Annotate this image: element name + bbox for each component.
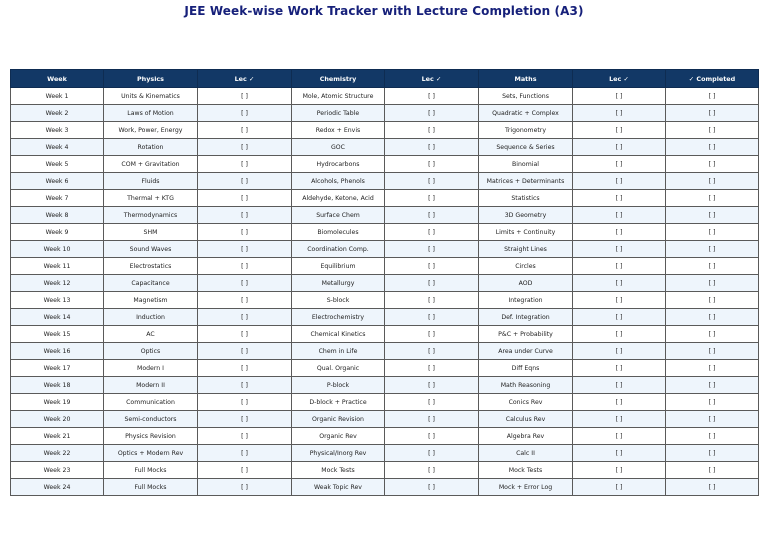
completed-checkbox[interactable]: [ ] (666, 292, 759, 309)
completed-header: ✓ Completed (666, 70, 759, 88)
chemistry-topic-cell: Biomolecules (292, 224, 385, 241)
maths-lec-checkbox[interactable]: [ ] (573, 326, 666, 343)
maths-topic-cell: Integration (479, 292, 573, 309)
completed-checkbox[interactable]: [ ] (666, 224, 759, 241)
maths-lec-header: Lec ✓ (573, 70, 666, 88)
physics-topic-cell: Physics Revision (104, 428, 198, 445)
completed-checkbox[interactable]: [ ] (666, 156, 759, 173)
chemistry-topic-cell: Alcohols, Phenols (292, 173, 385, 190)
completed-checkbox[interactable]: [ ] (666, 258, 759, 275)
chemistry-lec-checkbox[interactable]: [ ] (385, 207, 479, 224)
physics-lec-checkbox[interactable]: [ ] (198, 360, 292, 377)
completed-checkbox[interactable]: [ ] (666, 139, 759, 156)
chemistry-lec-checkbox[interactable]: [ ] (385, 275, 479, 292)
completed-checkbox[interactable]: [ ] (666, 326, 759, 343)
chemistry-lec-checkbox[interactable]: [ ] (385, 258, 479, 275)
physics-topic-cell: Optics (104, 343, 198, 360)
physics-topic-cell: COM + Gravitation (104, 156, 198, 173)
table-row (11, 122, 759, 139)
maths-lec-checkbox[interactable]: [ ] (573, 258, 666, 275)
physics-topic-cell: Electrostatics (104, 258, 198, 275)
chemistry-lec-checkbox[interactable]: [ ] (385, 292, 479, 309)
chemistry-lec-checkbox[interactable]: [ ] (385, 309, 479, 326)
week-cell: Week 21 (11, 428, 104, 445)
table-row (11, 309, 759, 326)
maths-topic-cell: Def. Integration (479, 309, 573, 326)
maths-lec-checkbox[interactable]: [ ] (573, 292, 666, 309)
physics-lec-checkbox[interactable]: [ ] (198, 343, 292, 360)
chemistry-lec-checkbox[interactable]: [ ] (385, 360, 479, 377)
week-cell: Week 5 (11, 156, 104, 173)
chemistry-lec-checkbox[interactable]: [ ] (385, 479, 479, 496)
completed-checkbox[interactable]: [ ] (666, 394, 759, 411)
table-row (11, 190, 759, 207)
chemistry-header: Chemistry (292, 70, 385, 88)
chemistry-lec-checkbox[interactable]: [ ] (385, 343, 479, 360)
physics-lec-checkbox[interactable]: [ ] (198, 207, 292, 224)
maths-lec-checkbox[interactable]: [ ] (573, 445, 666, 462)
table-row (11, 479, 759, 496)
table-row (11, 428, 759, 445)
chemistry-topic-cell: Hydrocarbons (292, 156, 385, 173)
completed-checkbox[interactable]: [ ] (666, 122, 759, 139)
table-row (11, 139, 759, 156)
physics-topic-cell: Modern I (104, 360, 198, 377)
maths-lec-checkbox[interactable]: [ ] (573, 88, 666, 105)
physics-lec-checkbox[interactable]: [ ] (198, 326, 292, 343)
physics-lec-checkbox[interactable]: [ ] (198, 309, 292, 326)
maths-topic-cell: P&C + Probability (479, 326, 573, 343)
completed-checkbox[interactable]: [ ] (666, 360, 759, 377)
week-cell: Week 13 (11, 292, 104, 309)
completed-checkbox[interactable]: [ ] (666, 241, 759, 258)
physics-lec-checkbox[interactable]: [ ] (198, 241, 292, 258)
chemistry-lec-checkbox[interactable]: [ ] (385, 428, 479, 445)
maths-lec-checkbox[interactable]: [ ] (573, 343, 666, 360)
week-cell: Week 17 (11, 360, 104, 377)
maths-topic-cell: Binomial (479, 156, 573, 173)
maths-topic-cell: Quadratic + Complex (479, 105, 573, 122)
week-cell: Week 4 (11, 139, 104, 156)
table-row (11, 360, 759, 377)
table-row (11, 258, 759, 275)
physics-topic-cell: Work, Power, Energy (104, 122, 198, 139)
chemistry-topic-cell: GOC (292, 139, 385, 156)
maths-lec-checkbox[interactable]: [ ] (573, 122, 666, 139)
completed-checkbox[interactable]: [ ] (666, 275, 759, 292)
week-cell: Week 1 (11, 88, 104, 105)
chemistry-topic-cell: Periodic Table (292, 105, 385, 122)
table-row (11, 275, 759, 292)
table-row (11, 445, 759, 462)
week-cell: Week 18 (11, 377, 104, 394)
chemistry-topic-cell: Surface Chem (292, 207, 385, 224)
chemistry-lec-checkbox[interactable]: [ ] (385, 139, 479, 156)
physics-lec-checkbox[interactable]: [ ] (198, 377, 292, 394)
physics-topic-cell: Communication (104, 394, 198, 411)
week-cell: Week 9 (11, 224, 104, 241)
chemistry-topic-cell: Coordination Comp. (292, 241, 385, 258)
maths-lec-checkbox[interactable]: [ ] (573, 241, 666, 258)
chemistry-topic-cell: Equilibrium (292, 258, 385, 275)
week-cell: Week 10 (11, 241, 104, 258)
chemistry-topic-cell: Weak Topic Rev (292, 479, 385, 496)
table-row (11, 88, 759, 105)
chemistry-topic-cell: Organic Revision (292, 411, 385, 428)
physics-topic-cell: Sound Waves (104, 241, 198, 258)
physics-topic-cell: Rotation (104, 139, 198, 156)
table-row (11, 207, 759, 224)
maths-topic-cell: Mock + Error Log (479, 479, 573, 496)
physics-lec-checkbox[interactable]: [ ] (198, 445, 292, 462)
physics-lec-checkbox[interactable]: [ ] (198, 224, 292, 241)
completed-checkbox[interactable]: [ ] (666, 190, 759, 207)
completed-checkbox[interactable]: [ ] (666, 462, 759, 479)
physics-lec-checkbox[interactable]: [ ] (198, 173, 292, 190)
physics-lec-checkbox[interactable]: [ ] (198, 190, 292, 207)
physics-lec-checkbox[interactable]: [ ] (198, 139, 292, 156)
maths-topic-cell: Straight Lines (479, 241, 573, 258)
table-body (11, 88, 759, 496)
maths-lec-checkbox[interactable]: [ ] (573, 173, 666, 190)
maths-topic-cell: Calculus Rev (479, 411, 573, 428)
table-row (11, 173, 759, 190)
chemistry-lec-checkbox[interactable]: [ ] (385, 88, 479, 105)
chemistry-lec-checkbox[interactable]: [ ] (385, 445, 479, 462)
maths-lec-checkbox[interactable]: [ ] (573, 360, 666, 377)
physics-lec-checkbox[interactable]: [ ] (198, 122, 292, 139)
table-row (11, 241, 759, 258)
physics-topic-cell: Fluids (104, 173, 198, 190)
physics-lec-checkbox[interactable]: [ ] (198, 292, 292, 309)
physics-lec-checkbox[interactable]: [ ] (198, 462, 292, 479)
chemistry-topic-cell: Redox + Envis (292, 122, 385, 139)
maths-lec-checkbox[interactable]: [ ] (573, 156, 666, 173)
physics-topic-cell: Units & Kinematics (104, 88, 198, 105)
maths-topic-cell: Conics Rev (479, 394, 573, 411)
physics-topic-cell: Capacitance (104, 275, 198, 292)
table-row (11, 462, 759, 479)
completed-checkbox[interactable]: [ ] (666, 479, 759, 496)
physics-topic-cell: Full Mocks (104, 479, 198, 496)
chemistry-lec-checkbox[interactable]: [ ] (385, 173, 479, 190)
physics-topic-cell: Optics + Modern Rev (104, 445, 198, 462)
maths-lec-checkbox[interactable]: [ ] (573, 428, 666, 445)
maths-topic-cell: Matrices + Determinants (479, 173, 573, 190)
week-cell: Week 20 (11, 411, 104, 428)
maths-lec-checkbox[interactable]: [ ] (573, 411, 666, 428)
physics-topic-cell: SHM (104, 224, 198, 241)
table-row (11, 292, 759, 309)
chemistry-lec-checkbox[interactable]: [ ] (385, 411, 479, 428)
week-cell: Week 6 (11, 173, 104, 190)
physics-lec-checkbox[interactable]: [ ] (198, 428, 292, 445)
physics-topic-cell: Laws of Motion (104, 105, 198, 122)
physics-topic-cell: Modern II (104, 377, 198, 394)
table-row (11, 224, 759, 241)
completed-checkbox[interactable]: [ ] (666, 377, 759, 394)
physics-topic-cell: AC (104, 326, 198, 343)
chemistry-topic-cell: Mock Tests (292, 462, 385, 479)
maths-topic-cell: Algebra Rev (479, 428, 573, 445)
page-title: JEE Week-wise Work Tracker with Lecture Completion (A3) (184, 4, 584, 18)
chemistry-topic-cell: Organic Rev (292, 428, 385, 445)
maths-lec-checkbox[interactable]: [ ] (573, 462, 666, 479)
chemistry-lec-checkbox[interactable]: [ ] (385, 122, 479, 139)
week-header: Week (11, 70, 104, 88)
physics-topic-cell: Semi-conductors (104, 411, 198, 428)
maths-topic-cell: Sets, Functions (479, 88, 573, 105)
maths-lec-checkbox[interactable]: [ ] (573, 224, 666, 241)
completed-checkbox[interactable]: [ ] (666, 88, 759, 105)
table-row (11, 326, 759, 343)
chemistry-lec-checkbox[interactable]: [ ] (385, 190, 479, 207)
physics-lec-checkbox[interactable]: [ ] (198, 88, 292, 105)
maths-topic-cell: AOD (479, 275, 573, 292)
week-cell: Week 8 (11, 207, 104, 224)
maths-topic-cell: Sequence & Series (479, 139, 573, 156)
maths-header: Maths (479, 70, 573, 88)
week-cell: Week 23 (11, 462, 104, 479)
chemistry-topic-cell: Metallurgy (292, 275, 385, 292)
chemistry-lec-checkbox[interactable]: [ ] (385, 394, 479, 411)
chemistry-topic-cell: S-block (292, 292, 385, 309)
chemistry-topic-cell: Chem in Life (292, 343, 385, 360)
week-cell: Week 2 (11, 105, 104, 122)
physics-topic-cell: Full Mocks (104, 462, 198, 479)
completed-checkbox[interactable]: [ ] (666, 428, 759, 445)
week-tracker-table (10, 69, 759, 496)
chemistry-lec-checkbox[interactable]: [ ] (385, 462, 479, 479)
completed-checkbox[interactable]: [ ] (666, 173, 759, 190)
maths-topic-cell: Area under Curve (479, 343, 573, 360)
completed-checkbox[interactable]: [ ] (666, 309, 759, 326)
chemistry-lec-header: Lec ✓ (385, 70, 479, 88)
chemistry-topic-cell: Chemical Kinetics (292, 326, 385, 343)
week-cell: Week 3 (11, 122, 104, 139)
chemistry-topic-cell: Electrochemistry (292, 309, 385, 326)
week-cell: Week 12 (11, 275, 104, 292)
maths-topic-cell: Diff Eqns (479, 360, 573, 377)
week-cell: Week 19 (11, 394, 104, 411)
maths-topic-cell: Calc II (479, 445, 573, 462)
maths-topic-cell: 3D Geometry (479, 207, 573, 224)
week-cell: Week 24 (11, 479, 104, 496)
table-row (11, 343, 759, 360)
table-row (11, 377, 759, 394)
chemistry-lec-checkbox[interactable]: [ ] (385, 105, 479, 122)
completed-checkbox[interactable]: [ ] (666, 207, 759, 224)
chemistry-topic-cell: Mole, Atomic Structure (292, 88, 385, 105)
maths-lec-checkbox[interactable]: [ ] (573, 139, 666, 156)
physics-topic-cell: Thermal + KTG (104, 190, 198, 207)
maths-lec-checkbox[interactable]: [ ] (573, 190, 666, 207)
maths-lec-checkbox[interactable]: [ ] (573, 377, 666, 394)
week-cell: Week 11 (11, 258, 104, 275)
maths-lec-checkbox[interactable]: [ ] (573, 479, 666, 496)
maths-lec-checkbox[interactable]: [ ] (573, 105, 666, 122)
maths-topic-cell: Circles (479, 258, 573, 275)
table-header-row (11, 70, 759, 88)
physics-lec-checkbox[interactable]: [ ] (198, 275, 292, 292)
maths-topic-cell: Statistics (479, 190, 573, 207)
completed-checkbox[interactable]: [ ] (666, 445, 759, 462)
week-cell: Week 14 (11, 309, 104, 326)
week-cell: Week 15 (11, 326, 104, 343)
physics-lec-header: Lec ✓ (198, 70, 292, 88)
maths-lec-checkbox[interactable]: [ ] (573, 394, 666, 411)
physics-lec-checkbox[interactable]: [ ] (198, 411, 292, 428)
chemistry-lec-checkbox[interactable]: [ ] (385, 156, 479, 173)
chemistry-topic-cell: D-block + Practice (292, 394, 385, 411)
physics-lec-checkbox[interactable]: [ ] (198, 156, 292, 173)
week-cell: Week 16 (11, 343, 104, 360)
chemistry-lec-checkbox[interactable]: [ ] (385, 377, 479, 394)
chemistry-topic-cell: P-block (292, 377, 385, 394)
chemistry-topic-cell: Qual. Organic (292, 360, 385, 377)
week-cell: Week 22 (11, 445, 104, 462)
physics-topic-cell: Thermodynamics (104, 207, 198, 224)
chemistry-topic-cell: Aldehyde, Ketone, Acid (292, 190, 385, 207)
table-row (11, 394, 759, 411)
maths-lec-checkbox[interactable]: [ ] (573, 309, 666, 326)
physics-lec-checkbox[interactable]: [ ] (198, 394, 292, 411)
completed-checkbox[interactable]: [ ] (666, 105, 759, 122)
physics-lec-checkbox[interactable]: [ ] (198, 105, 292, 122)
table-row (11, 156, 759, 173)
maths-topic-cell: Math Reasoning (479, 377, 573, 394)
maths-topic-cell: Trigonometry (479, 122, 573, 139)
chemistry-lec-checkbox[interactable]: [ ] (385, 241, 479, 258)
table-row (11, 411, 759, 428)
completed-checkbox[interactable]: [ ] (666, 343, 759, 360)
completed-checkbox[interactable]: [ ] (666, 411, 759, 428)
maths-lec-checkbox[interactable]: [ ] (573, 275, 666, 292)
table-row (11, 105, 759, 122)
chemistry-lec-checkbox[interactable]: [ ] (385, 224, 479, 241)
physics-lec-checkbox[interactable]: [ ] (198, 258, 292, 275)
maths-topic-cell: Limits + Continuity (479, 224, 573, 241)
physics-header: Physics (104, 70, 198, 88)
chemistry-lec-checkbox[interactable]: [ ] (385, 326, 479, 343)
physics-topic-cell: Induction (104, 309, 198, 326)
maths-topic-cell: Mock Tests (479, 462, 573, 479)
physics-topic-cell: Magnetism (104, 292, 198, 309)
physics-lec-checkbox[interactable]: [ ] (198, 479, 292, 496)
week-cell: Week 7 (11, 190, 104, 207)
chemistry-topic-cell: Physical/Inorg Rev (292, 445, 385, 462)
maths-lec-checkbox[interactable]: [ ] (573, 207, 666, 224)
